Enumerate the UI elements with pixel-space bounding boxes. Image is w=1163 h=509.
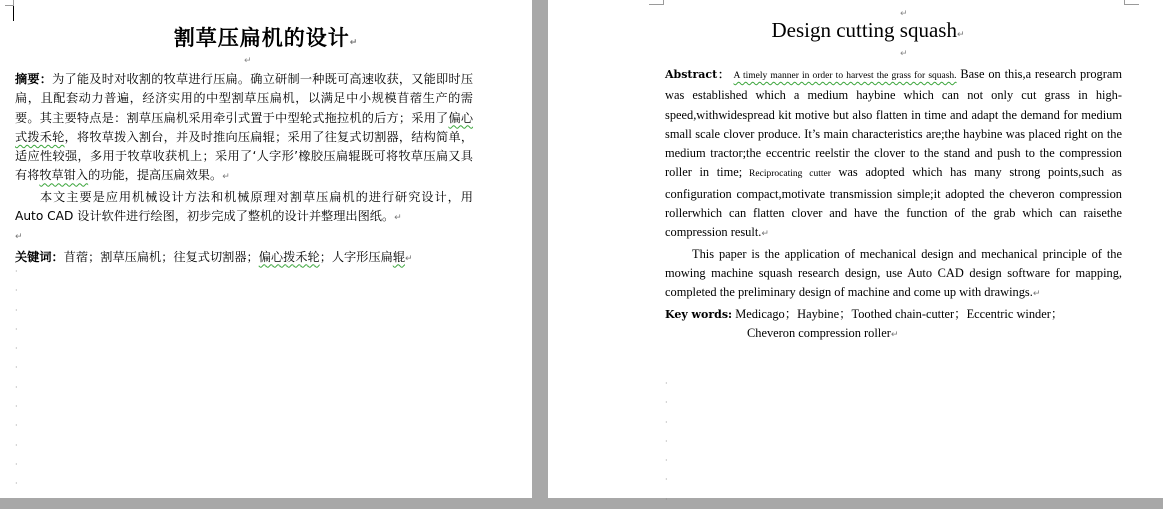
abstract-paragraph-2: This paper is the application of mechanical design and mechanical principle of the mowing machine squash research design, use Auto CAD design software for mapping, completed the preliminary design of machine and come up with drawings.↵ — [665, 246, 1122, 300]
abstract-text: Base on this,a research program was established which a medium haybine which can not only cut grass in high-speed,withwidespread kit motive but also flatten in time and adapt the demand for medium small scale clover produce. It’s main characteristics are;the haybine was placed right on the medium tractor;the eccentric reelstir the clover to the stand and push to the compression roller in time; — [665, 67, 1122, 180]
abstract-text-2: was adopted which has many strong points,such as configuration compact,motivate transmission simple;it adopted the cheveron compression rollerwhich can flatten clover and have the function of the grab which can raisethe compression result. — [665, 165, 1122, 240]
abstract-text: 为了能及时对收割的牧草进行压扁。确立研制一种既可高速收获，又能即时压扁，且配套动力普遍，经济实用的中型割草压扁机，以满足中小规模苜蓿生产的需要。其主要特点是：割草压扁机采用牵引式置于中型轮式拖拉机的后方；采用了 — [15, 72, 474, 125]
text-cursor — [13, 6, 14, 21]
abstract-en: Abstract： A timely manner in order to harvest the grass for squash. Base on this,a research program was established which a medium haybine which can not only cut grass in high-speed,withwidespread kit motive but also flatten in time and adapt the demand for medium small scale clover produce. It’s main characteristics are;the haybine was placed right on the medium tractor;the eccentric reelstir the clover to the stand and push to the compression roller in time; Reciprocating cutter was adopted which has many strong points,such as configuration compact,motivate transmission simple;it adopted the cheveron compression rollerwhich can flatten clover and have the function of the grab which can raisethe compression result.↵ This paper is the application of mechanical design and mechanical principle of the mowing machine squash research design, use Auto CAD design software for mapping, completed the preliminary design of machine and come up with drawings.↵ Key words: Medicago；Haybine；Toothed chain-cutter；Eccentric winder； Cheveron compression roller↵ — [665, 65, 1122, 345]
page-title: Design cutting squash↵ — [771, 18, 965, 42]
underlined-sentence: A timely manner in order to harvest the grass for squash. — [733, 71, 957, 81]
spellcheck-term: 偏心式拨禾轮 — [15, 110, 474, 144]
crop-mark-top-right — [1124, 0, 1139, 5]
keywords-line-1: Medicago；Haybine；Toothed chain-cutter；Eccentric winder； — [732, 306, 1064, 321]
document-page-chinese[interactable] — [0, 0, 532, 498]
empty-paragraphs: · · · · · · · · · · · · — [15, 267, 18, 489]
keywords-zh: 关键词：苜蓿；割草压扁机；往复式切割器；偏心拨禾轮；人字形压扁辊↵ — [15, 249, 413, 264]
document-page-english[interactable] — [548, 0, 1163, 504]
spellcheck-term-2: 牧草钳入 — [39, 168, 89, 183]
abstract-label: 摘要： — [15, 72, 53, 86]
paragraph-mark: ↵ — [15, 232, 23, 243]
empty-paragraphs: · · · · · · · — [665, 379, 668, 504]
keywords-label: 关键词： — [15, 249, 64, 264]
page-title: 割草压扁机的设计↵ — [173, 26, 359, 50]
abstract-text-2: ，将牧草拨入割台，并及时推向压扁辊；采用了往复式切割器，结构简单，适应性较强，多用于牧草收获机上；采用了‘人字形’橡胶压扁辊既可将牧草压扁又具有将 — [15, 129, 474, 183]
abstract-text-3: 的功能，提高压扁效果。 — [88, 168, 223, 183]
keywords-en — [665, 305, 1122, 324]
abstract-label: Abstract： — [665, 68, 730, 81]
abstract-zh: 摘要：为了能及时对收割的牧草进行压扁。确立研制一种既可高速收获，又能即时压扁，且配套动力普遍，经济实用的中型割草压扁机，以满足中小规模苜蓿生产的需要。其主要特点是：割草压扁机采用牵引式置于中型轮式拖拉机的后方；采用了偏心式拨禾轮，将牧草拨入割台，并及时推向压扁辊；采用了往复式切割器，结构简单，适应性较强，多用于牧草收获机上；采用了‘人字形’橡胶压扁辊既可将牧草压扁又具有将牧草钳入的功能，提高压扁效果。↵ 本文主要是应用机械设计方法和机械原理对割草压扁机的进行研究设计，用 Auto CAD 设计软件进行绘图，初步完成了整机的设计并整理出图纸。↵ ↵ 关键词：苜蓿；割草压扁机；往复式切割器；偏心拨禾轮；人字形压扁辊↵ — [15, 70, 473, 269]
crop-mark-top-left — [649, 0, 664, 5]
page-gutter — [532, 0, 548, 498]
abstract-paragraph-2: 本文主要是应用机械设计方法和机械原理对割草压扁机的进行研究设计，用 Auto CAD 设计软件进行绘图，初步完成了整机的设计并整理出图纸。↵ — [15, 189, 473, 224]
paragraph-mark: ↵ — [900, 49, 908, 59]
keywords-label: Key words: — [665, 307, 733, 321]
paragraph-mark: ↵ — [900, 9, 908, 19]
paragraph-mark: ↵ — [244, 56, 252, 66]
keywords-line-2: Cheveron compression roller↵ — [747, 325, 899, 340]
